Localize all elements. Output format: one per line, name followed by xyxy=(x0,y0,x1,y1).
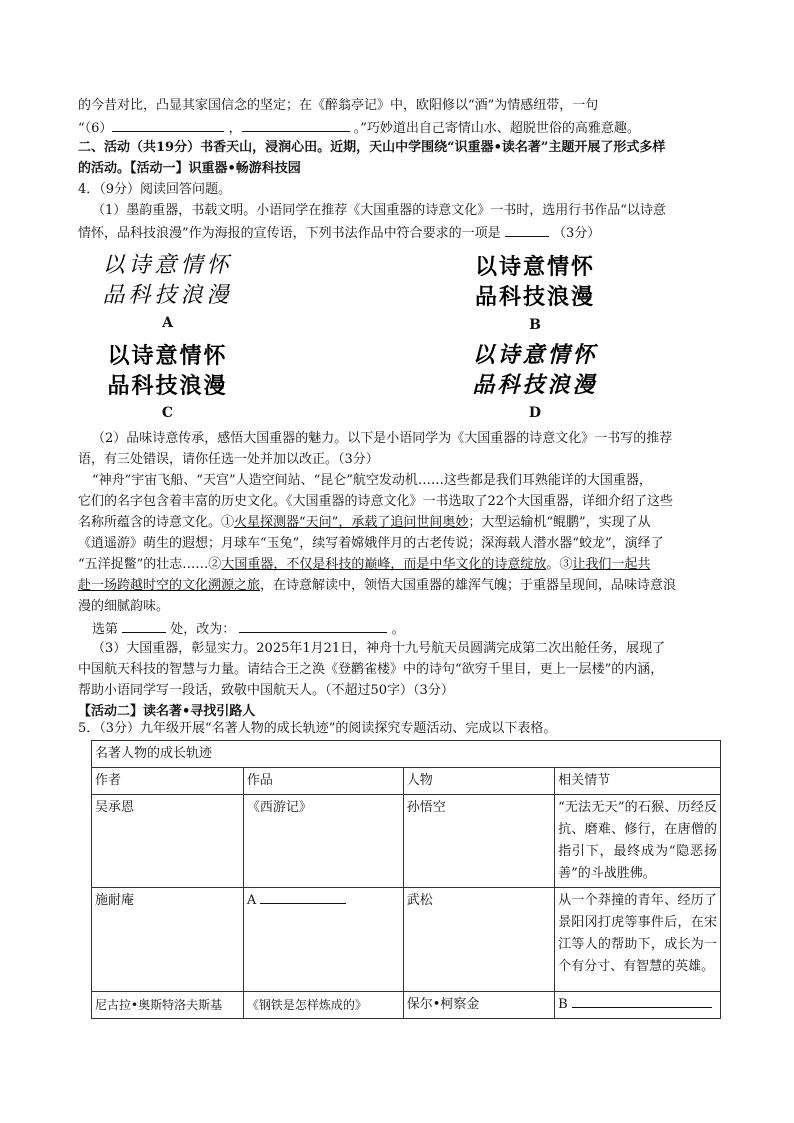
table-header-row xyxy=(92,768,721,795)
passage-line-6-rest: ，在诗意解读中，领悟大国重器的雄浑气魄；于重器呈现间，品味诗意浪 xyxy=(260,578,677,593)
passage-line-3-text: 名称所蕴含的诗意文化。 xyxy=(78,515,222,530)
table-title: 名著人物的成长轨迹 xyxy=(92,741,721,768)
cell-plot xyxy=(555,992,721,1019)
passage-line-3 xyxy=(78,514,651,532)
option-b-line2: 品科技浪漫 xyxy=(474,285,595,310)
option-c-line1: 以诗意情怀 xyxy=(107,343,228,369)
table-row xyxy=(92,795,721,888)
header-work: 作品 xyxy=(243,768,403,795)
fill-label-a: 选第 xyxy=(92,622,119,637)
table-row xyxy=(92,888,721,992)
underlined-sentence-3a: 让我们一起共 xyxy=(572,557,651,572)
fill-label-c: 。 xyxy=(391,622,405,637)
intro-line-2 xyxy=(78,118,640,138)
section-2-heading: 二、活动（共19分）书香天山，浸润心田。近期，天山中学围绕“识重器•读名著”主题开展了形式多样 xyxy=(78,140,666,155)
cell-plot: 从一个莽撞的青年、经历了景阳冈打虎等事件后，在宋江等人的帮助下，成长为一个有分寸、有智慧的英雄。 xyxy=(555,888,721,992)
passage-line-1: “神舟”宇宙飞船、“天宫”人造空间站、“昆仑”航空发动机……这些都是我们耳熟能详的大国重器， xyxy=(92,473,652,488)
answer-blank-6b[interactable] xyxy=(242,118,350,132)
option-d-line1: 以诗意情怀 xyxy=(472,343,598,368)
underlined-sentence-1: 火星探测器“天问”，承载了追问世间奥妙 xyxy=(234,515,469,530)
q5-heading: 5．（3分）九年级开展“名著人物的成长轨迹”的阅读探究专题活动、完成以下表格。 xyxy=(78,721,557,736)
cell-author: 尼古拉•奥斯特洛夫斯基 xyxy=(92,992,244,1019)
answer-blank-q4-1[interactable] xyxy=(505,223,549,237)
marker-2: ② xyxy=(208,557,222,572)
activity-2-heading: 【活动二】读名著•寻找引路人 xyxy=(78,704,256,719)
blank-b-label: B xyxy=(558,997,568,1012)
q4-part2-line2: 语，有三处错误，请你任选一处并加以改正。（3分） xyxy=(78,452,379,467)
q4-part3-line3: 帮助小语同学写一段话，致敬中国航天人。（不超过50字）（3分） xyxy=(78,683,454,698)
q4-part1-line1: （1）墨韵重器，书载文明。小语同学在推荐《大国重器的诗意文化》一书时，选用行书作品“以诗意 xyxy=(92,203,666,218)
passage-line-6 xyxy=(78,577,676,595)
underlined-sentence-3b: 赴一场跨越时空的文化溯源之旅 xyxy=(78,578,261,593)
activity-1-heading: 的活动。【活动一】识重器•畅游科技园 xyxy=(78,161,301,176)
q4-part1-score: （3分） xyxy=(552,226,601,241)
cell-character: 保尔•柯察金 xyxy=(403,992,554,1019)
table-row xyxy=(92,992,721,1019)
cell-work xyxy=(243,888,403,992)
cell-character: 孙悟空 xyxy=(403,795,554,888)
q4-heading: 4．（9分）阅读回答问题。 xyxy=(78,182,232,197)
option-d-letter: D xyxy=(528,405,542,421)
q4-part3-line2: 中国航天科技的智慧与力量。请结合王之涣《登鹳雀楼》中的诗句“欲穷千里目，更上一层楼”的内涵， xyxy=(78,662,664,677)
passage-line-5-text: “五洋捉鳖”的壮志…… xyxy=(78,557,209,572)
calligraphy-option-c[interactable] xyxy=(95,341,240,421)
growth-table xyxy=(91,740,721,1019)
marker-3: ③ xyxy=(559,557,573,572)
option-b-line1: 以诗意情怀 xyxy=(474,255,595,280)
blank-6-label: “（6） xyxy=(78,121,113,136)
option-d-line2: 品科技浪漫 xyxy=(472,373,598,398)
q4-part1-line2 xyxy=(78,223,600,243)
passage-line-3-rest: ；大型运输机“鲲鹏”，实现了从 xyxy=(468,515,651,530)
passage-line-5 xyxy=(78,556,650,574)
answer-blank-a[interactable] xyxy=(260,890,346,904)
cell-work: 《钢铁是怎样炼成的》 xyxy=(243,992,403,1019)
calligraphy-option-b[interactable] xyxy=(460,253,610,333)
cell-work: 《西游记》 xyxy=(243,795,403,888)
fill-label-b: 处，改为： xyxy=(170,622,236,637)
option-c-letter: C xyxy=(161,405,174,421)
q4-part1-text: 情怀，品科技浪漫”作为海报的宣传语，下列书法作品中符合要求的一项是 xyxy=(78,226,501,241)
header-author: 作者 xyxy=(92,768,244,795)
passage-line-7: 漫的细腻韵味。 xyxy=(78,599,170,614)
answer-blank-correction[interactable] xyxy=(239,619,387,633)
q4-part2-line1: （2）品味诗意传承，感悟大国重器的魅力。以下是小语同学为《大国重器的诗意文化》一书写的推荐 xyxy=(92,431,673,446)
option-b-letter: B xyxy=(529,317,541,333)
header-character: 人物 xyxy=(403,768,554,795)
calligraphy-option-a[interactable] xyxy=(95,251,240,331)
marker-1: ① xyxy=(221,515,235,530)
intro-line-2-suffix: 。”巧妙道出自己寄情山水、超脱世俗的高雅意趣。 xyxy=(353,121,640,136)
answer-blank-6a[interactable] xyxy=(112,118,224,132)
option-c-line2: 品科技浪漫 xyxy=(107,373,228,399)
option-a-letter: A xyxy=(162,315,173,331)
cell-author: 施耐庵 xyxy=(92,888,244,992)
blank-a-label: A xyxy=(246,893,257,908)
underlined-sentence-2: 大国重器，不仅是科技的巅峰，而是中华文化的诗意绽放 xyxy=(221,557,547,572)
comma: ， xyxy=(228,121,242,136)
intro-line-1: 的今昔对比，凸显其家国信念的坚定；在《醉翁亭记》中，欧阳修以“酒”为情感纽带，一句 xyxy=(78,98,599,113)
cell-character: 武松 xyxy=(403,888,554,992)
cell-plot: “无法无天”的石猴、历经反抗、磨难、修行，在唐僧的指引下，最终成为“隐恶扬善”的斗战胜佛。 xyxy=(555,795,721,888)
header-plot: 相关情节 xyxy=(555,768,721,795)
cell-author: 吴承恩 xyxy=(92,795,244,888)
answer-blank-sentence-no[interactable] xyxy=(122,619,166,633)
correction-fill-line xyxy=(92,619,405,639)
passage-line-2: 它们的名字包含着丰富的历史文化。《大国重器的诗意文化》一书选取了22个大国重器，详细介绍了这些 xyxy=(78,494,674,509)
answer-blank-b[interactable] xyxy=(572,994,712,1008)
passage-line-4: 《逍遥游》萌生的遐想；月球车“玉兔”，续写着嫦娥伴月的古老传说；深海载人潜水器“蛟龙”，演绎了 xyxy=(78,536,664,551)
option-a-line1: 以诗意情怀 xyxy=(102,253,233,278)
option-a-line2: 品科技浪漫 xyxy=(102,283,233,308)
calligraphy-option-d[interactable] xyxy=(460,341,610,421)
period: 。 xyxy=(546,557,560,572)
q4-part3-line1: （3）大国重器，彰显实力。2025年1月21日，神舟十九号航天员圆满完成第二次出舱任务，展现了 xyxy=(92,641,666,656)
